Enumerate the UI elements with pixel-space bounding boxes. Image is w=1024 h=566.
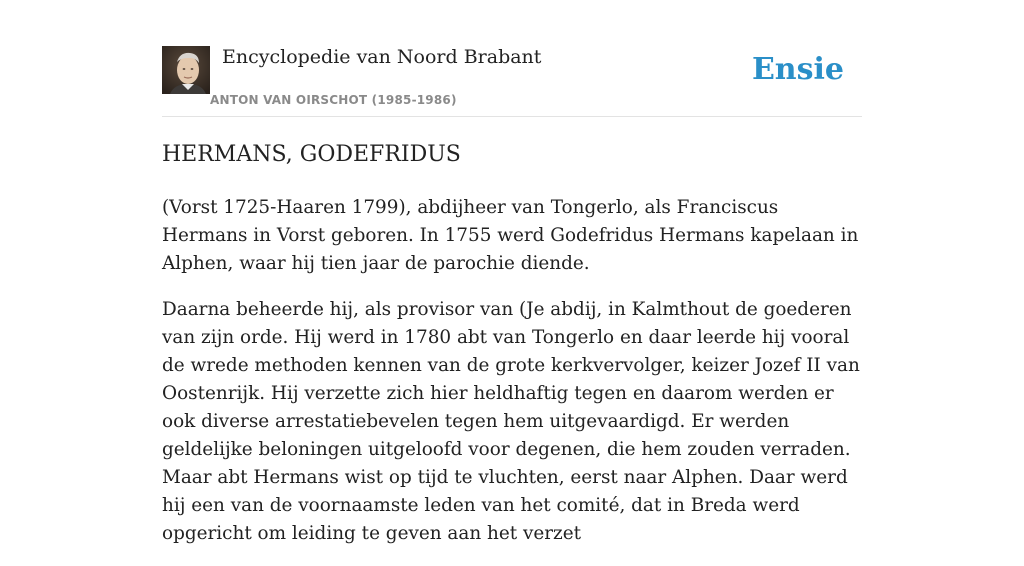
paragraph: (Vorst 1725-Haaren 1799), abdijheer van Tongerlo, als Franciscus Hermans in Vorst geboren. In 1755 werd Godefridus Hermans kapelaan in Alphen, waar hij tien jaar de parochie diende. xyxy=(162,197,859,274)
author-avatar[interactable] xyxy=(162,46,210,94)
article-body xyxy=(162,140,867,566)
ensie-logo[interactable]: Ensie xyxy=(751,52,844,87)
article-header xyxy=(162,46,862,117)
author-name[interactable]: ANTON VAN OIRSCHOT (1985-1986) xyxy=(210,93,457,107)
source-title[interactable]: Encyclopedie van Noord Brabant xyxy=(222,46,542,68)
author-portrait-icon xyxy=(162,46,210,94)
paragraph: Daarna beheerde hij, als provisor van (Je abdij, in Kalmthout de goederen van zijn orde. Hij werd in 1780 abt van Tongerlo en daar leerde hij vooral de wrede methoden kennen van de grote kerkvervolger, keizer Jozef II van Oostenrijk. Hij verzette zich hier heldhaftig tegen en daarom werden er ook diverse arrestatiebevelen tegen hem uitgevaardigd. Er werden geldelijke beloningen uitgeloofd voor degenen, die hem zouden verraden. Maar abt Hermans wist op tijd te vluchten, eerst naar Alphen. Daar werd hij een van de voornaamste leden van het comité, dat in Breda werd opgericht om leiding te geven aan het verzet xyxy=(162,299,860,544)
article-title: HERMANS, GODEFRIDUS xyxy=(162,142,461,167)
